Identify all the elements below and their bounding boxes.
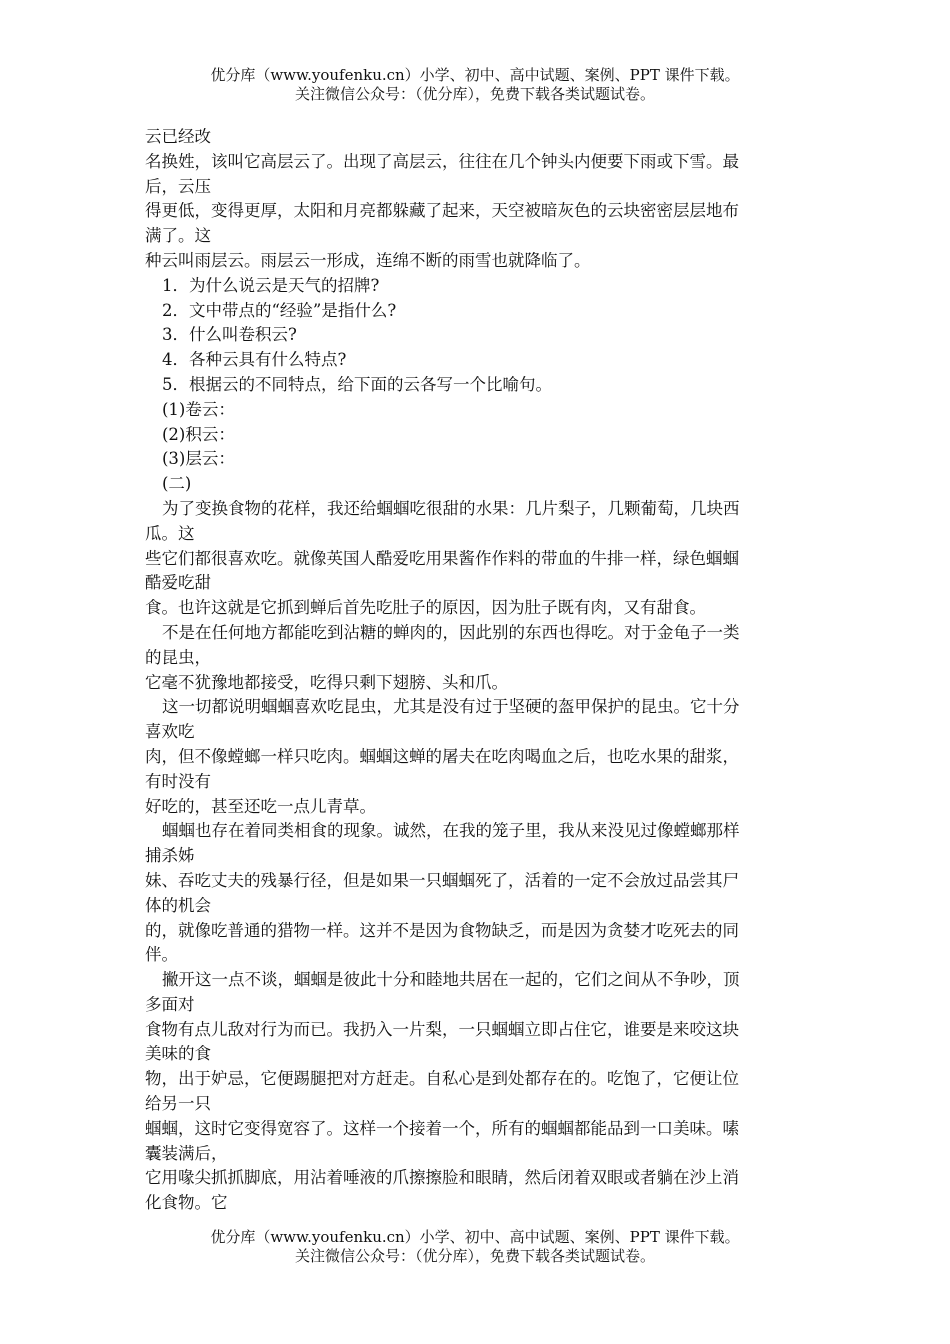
text-line: 名换姓，该叫它高层云了。出现了高层云，往往在几个钟头内便要下雨或下雪。最: [145, 151, 739, 171]
text-line: 食。也许这就是它抓到蝉后首先吃肚子的原因，因为肚子既有肉，又有甜食。: [145, 598, 706, 618]
text-line: (2)积云：: [162, 424, 235, 444]
text-line: 后，云压: [145, 176, 211, 196]
text-line: 些它们都很喜欢吃。就像英国人酷爱吃用果酱作作料的带血的牛排一样，绿色蝈蝈: [145, 548, 739, 568]
header-line-1: 优分库（www.youfenku.cn）小学、初中、高中试题、案例、PPT 课件下载。: [210, 66, 740, 84]
text-line: 捕杀姊: [145, 846, 195, 866]
text-line: 美味的食: [145, 1044, 211, 1064]
text-line: 囊装满后，: [145, 1143, 228, 1163]
header-line-2: 关注微信公众号：（优分库），免费下载各类试题试卷。: [294, 85, 655, 103]
footer-line-2: 关注微信公众号：（优分库），免费下载各类试题试卷。: [294, 1247, 655, 1265]
text-line: 的，就像吃普通的猎物一样。这并不是因为食物缺乏，而是因为贪婪才吃死去的同: [145, 920, 739, 940]
text-line: 种云叫雨层云。雨层云一形成，连绵不断的雨雪也就降临了。: [145, 250, 591, 270]
text-line: 它用喙尖抓抓脚底，用沾着唾液的爪擦擦脸和眼睛，然后闭着双眼或者躺在沙上消: [145, 1168, 739, 1188]
text-line: 妹、吞吃丈夫的残暴行径，但是如果一只蝈蝈死了，活着的一定不会放过品尝其尸: [145, 870, 739, 890]
text-line: 2．文中带点的“经验”是指什么?: [162, 300, 397, 320]
text-line: 蝈蝈也存在着同类相食的现象。诚然，在我的笼子里，我从来没见过像螳螂那样: [162, 821, 740, 841]
text-line: (二): [162, 474, 192, 494]
text-line: 1．为什么说云是天气的招牌?: [162, 275, 380, 295]
text-line: 3．什么叫卷积云?: [162, 325, 297, 345]
text-line: 蝈蝈，这时它变得宽容了。这样一个接着一个，所有的蝈蝈都能品到一口美味。嗉: [145, 1118, 739, 1138]
text-line: 撇开这一点不谈，蝈蝈是彼此十分和睦地共居在一起的，它们之间从不争吵，顶: [162, 970, 740, 990]
text-line: 喜欢吃: [145, 722, 195, 742]
text-line: 这一切都说明蝈蝈喜欢吃昆虫，尤其是没有过于坚硬的盔甲保护的昆虫。它十分: [162, 697, 740, 717]
text-line: 不是在任何地方都能吃到沾糖的蝉肉的，因此别的东西也得吃。对于金龟子一类: [162, 622, 740, 642]
page-footer: [0, 1228, 950, 1266]
text-line: 的昆虫，: [145, 647, 211, 667]
text-line: 5．根据云的不同特点，给下面的云各写一个比喻句。: [162, 374, 552, 394]
text-line: 化食物。它: [145, 1193, 228, 1213]
document-body: [145, 125, 810, 1216]
text-line: 4．各种云具有什么特点?: [162, 350, 347, 370]
text-line: 得更低，变得更厚，太阳和月亮都躲藏了起来，天空被暗灰色的云块密密层层地布: [145, 201, 739, 221]
text-line: 有时没有: [145, 771, 211, 791]
page-header: [0, 66, 950, 104]
text-line: 它毫不犹豫地都接受，吃得只剩下翅膀、头和爪。: [145, 672, 508, 692]
text-line: 食物有点儿敌对行为而已。我扔入一片梨，一只蝈蝈立即占住它，谁要是来咬这块: [145, 1019, 739, 1039]
text-line: 物，出于妒忌，它便踢腿把对方赶走。自私心是到处都存在的。吃饱了，它便让位: [145, 1069, 739, 1089]
text-line: 为了变换食物的花样，我还给蝈蝈吃很甜的水果：几片梨子，几颗葡萄，几块西: [162, 498, 740, 518]
text-line: (1)卷云：: [162, 399, 235, 419]
text-line: 肉，但不像螳螂一样只吃肉。蝈蝈这蝉的屠夫在吃肉喝血之后，也吃水果的甜浆，: [145, 746, 739, 766]
text-line: 伴。: [145, 945, 178, 965]
text-line: 满了。这: [145, 226, 211, 246]
text-line: (3)层云：: [162, 449, 235, 469]
footer-line-1: 优分库（www.youfenku.cn）小学、初中、高中试题、案例、PPT 课件下载。: [210, 1228, 740, 1246]
text-line: 多面对: [145, 994, 195, 1014]
text-line: 瓜。这: [145, 523, 195, 543]
text-line: 给另一只: [145, 1094, 211, 1114]
text-line: 好吃的，甚至还吃一点儿青草。: [145, 796, 376, 816]
text-line: 酷爱吃甜: [145, 573, 211, 593]
text-line: 体的机会: [145, 895, 211, 915]
text-line: 云已经改: [145, 127, 211, 146]
